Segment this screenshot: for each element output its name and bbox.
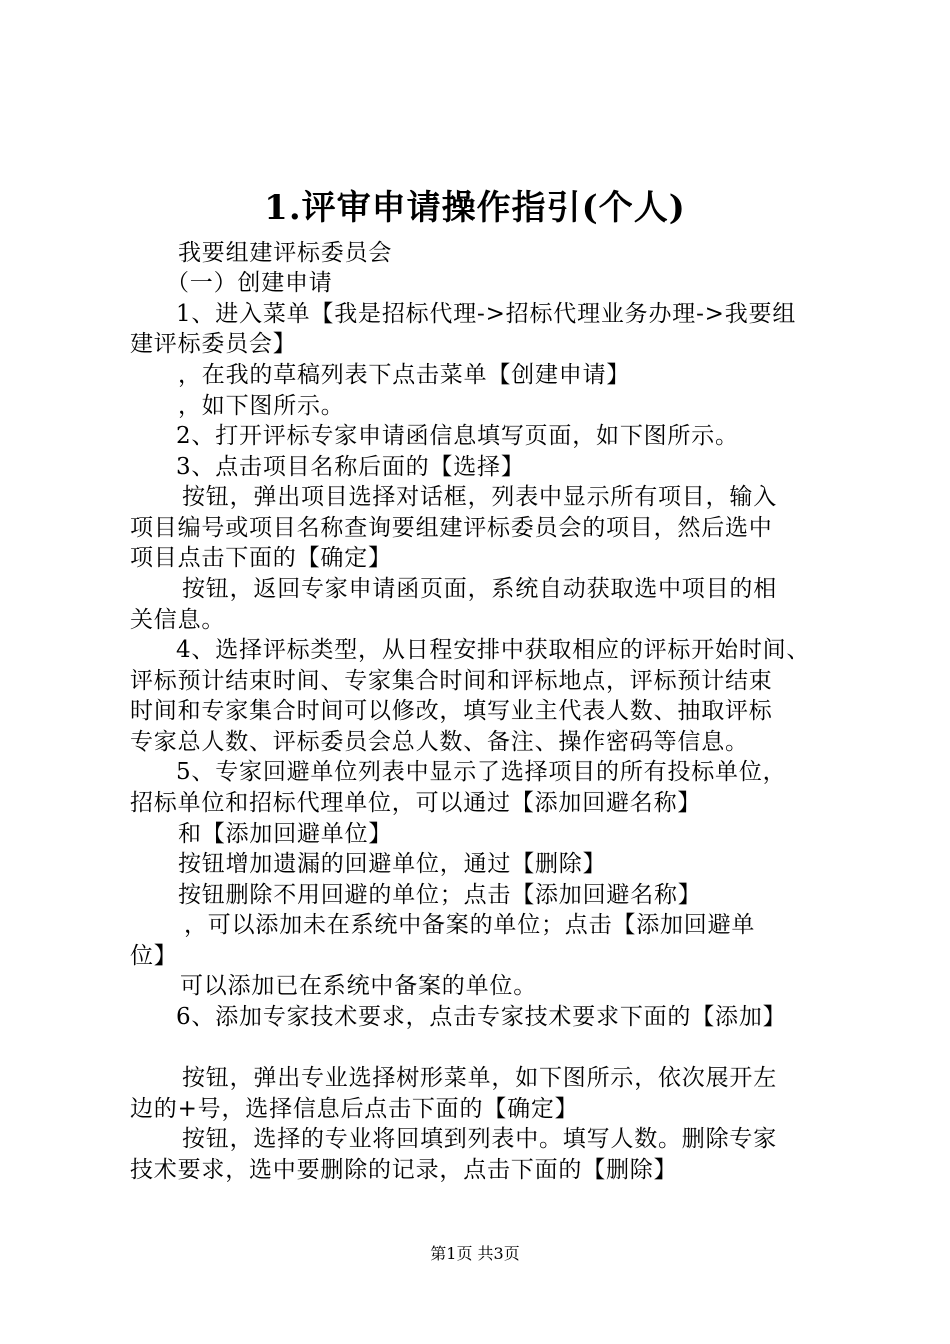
text-line: 时间和专家集合时间可以修改，填写业主代表人数、抽取评标 bbox=[130, 698, 773, 724]
text-line: 评标预计结束时间、专家集合时间和评标地点，评标预计结束 bbox=[130, 668, 773, 694]
text-line: 边的+号，选择信息后点击下面的【确定】 bbox=[130, 1096, 579, 1122]
text-line: 专家总人数、评标委员会总人数、备注、操作密码等信息。 bbox=[130, 729, 749, 755]
text-line: 关信息。 bbox=[130, 607, 226, 633]
text-line: 按钮增加遗漏的回避单位，通过【删除】 bbox=[178, 851, 607, 877]
text-line: 2、打开评标专家申请函信息填写页面，如下图所示。 bbox=[176, 423, 739, 449]
text-line: 6、添加专家技术要求，点击专家技术要求下面的【添加】 bbox=[176, 1004, 787, 1030]
text-line: 5、专家回避单位列表中显示了选择项目的所有投标单位， bbox=[176, 759, 787, 785]
page-footer: 第1页 共3页 bbox=[430, 1244, 520, 1263]
text-line: 项目编号或项目名称查询要组建评标委员会的项目，然后选中 bbox=[130, 515, 773, 541]
text-line: 可以添加已在系统中备案的单位。 bbox=[180, 973, 537, 999]
text-line: ，在我的草稿列表下点击菜单【创建申请】 bbox=[178, 362, 631, 388]
page-title: 1.评审申请操作指引(个人) bbox=[264, 188, 686, 228]
text-line: 项目点击下面的【确定】 bbox=[130, 545, 392, 571]
text-line: 4、选择评标类型，从日程安排中获取相应的评标开始时间、 bbox=[176, 637, 811, 663]
text-line: 技术要求，选中要删除的记录，点击下面的【删除】 bbox=[130, 1157, 678, 1183]
text-line: 按钮，选择的专业将回填到列表中。填写人数。删除专家 bbox=[182, 1126, 777, 1152]
text-line: 建评标委员会】 bbox=[130, 331, 297, 357]
text-line: 按钮删除不用回避的单位；点击【添加回避名称】 bbox=[178, 882, 702, 908]
text-line: 招标单位和招标代理单位，可以通过【添加回避名称】 bbox=[130, 790, 702, 816]
text-line: 我要组建评标委员会 bbox=[178, 240, 393, 266]
text-line: ，可以添加未在系统中备案的单位；点击【添加回避单 bbox=[184, 912, 756, 938]
text-line: 按钮，弹出专业选择树形菜单，如下图所示，依次展开左 bbox=[182, 1065, 777, 1091]
text-line: （一）创建申请 bbox=[166, 270, 333, 296]
text-line: 和【添加回避单位】 bbox=[178, 821, 393, 847]
text-line: 按钮，弹出项目选择对话框，列表中显示所有项目，输入 bbox=[182, 484, 777, 510]
text-line: 位】 bbox=[130, 943, 178, 969]
text-line: 3、点击项目名称后面的【选择】 bbox=[176, 454, 525, 480]
text-line: 按钮，返回专家申请函页面，系统自动获取选中项目的相 bbox=[182, 576, 777, 602]
text-line: ，如下图所示。 bbox=[178, 393, 345, 419]
text-line: 1、进入菜单【我是招标代理->招标代理业务办理->我要组 bbox=[176, 301, 797, 327]
